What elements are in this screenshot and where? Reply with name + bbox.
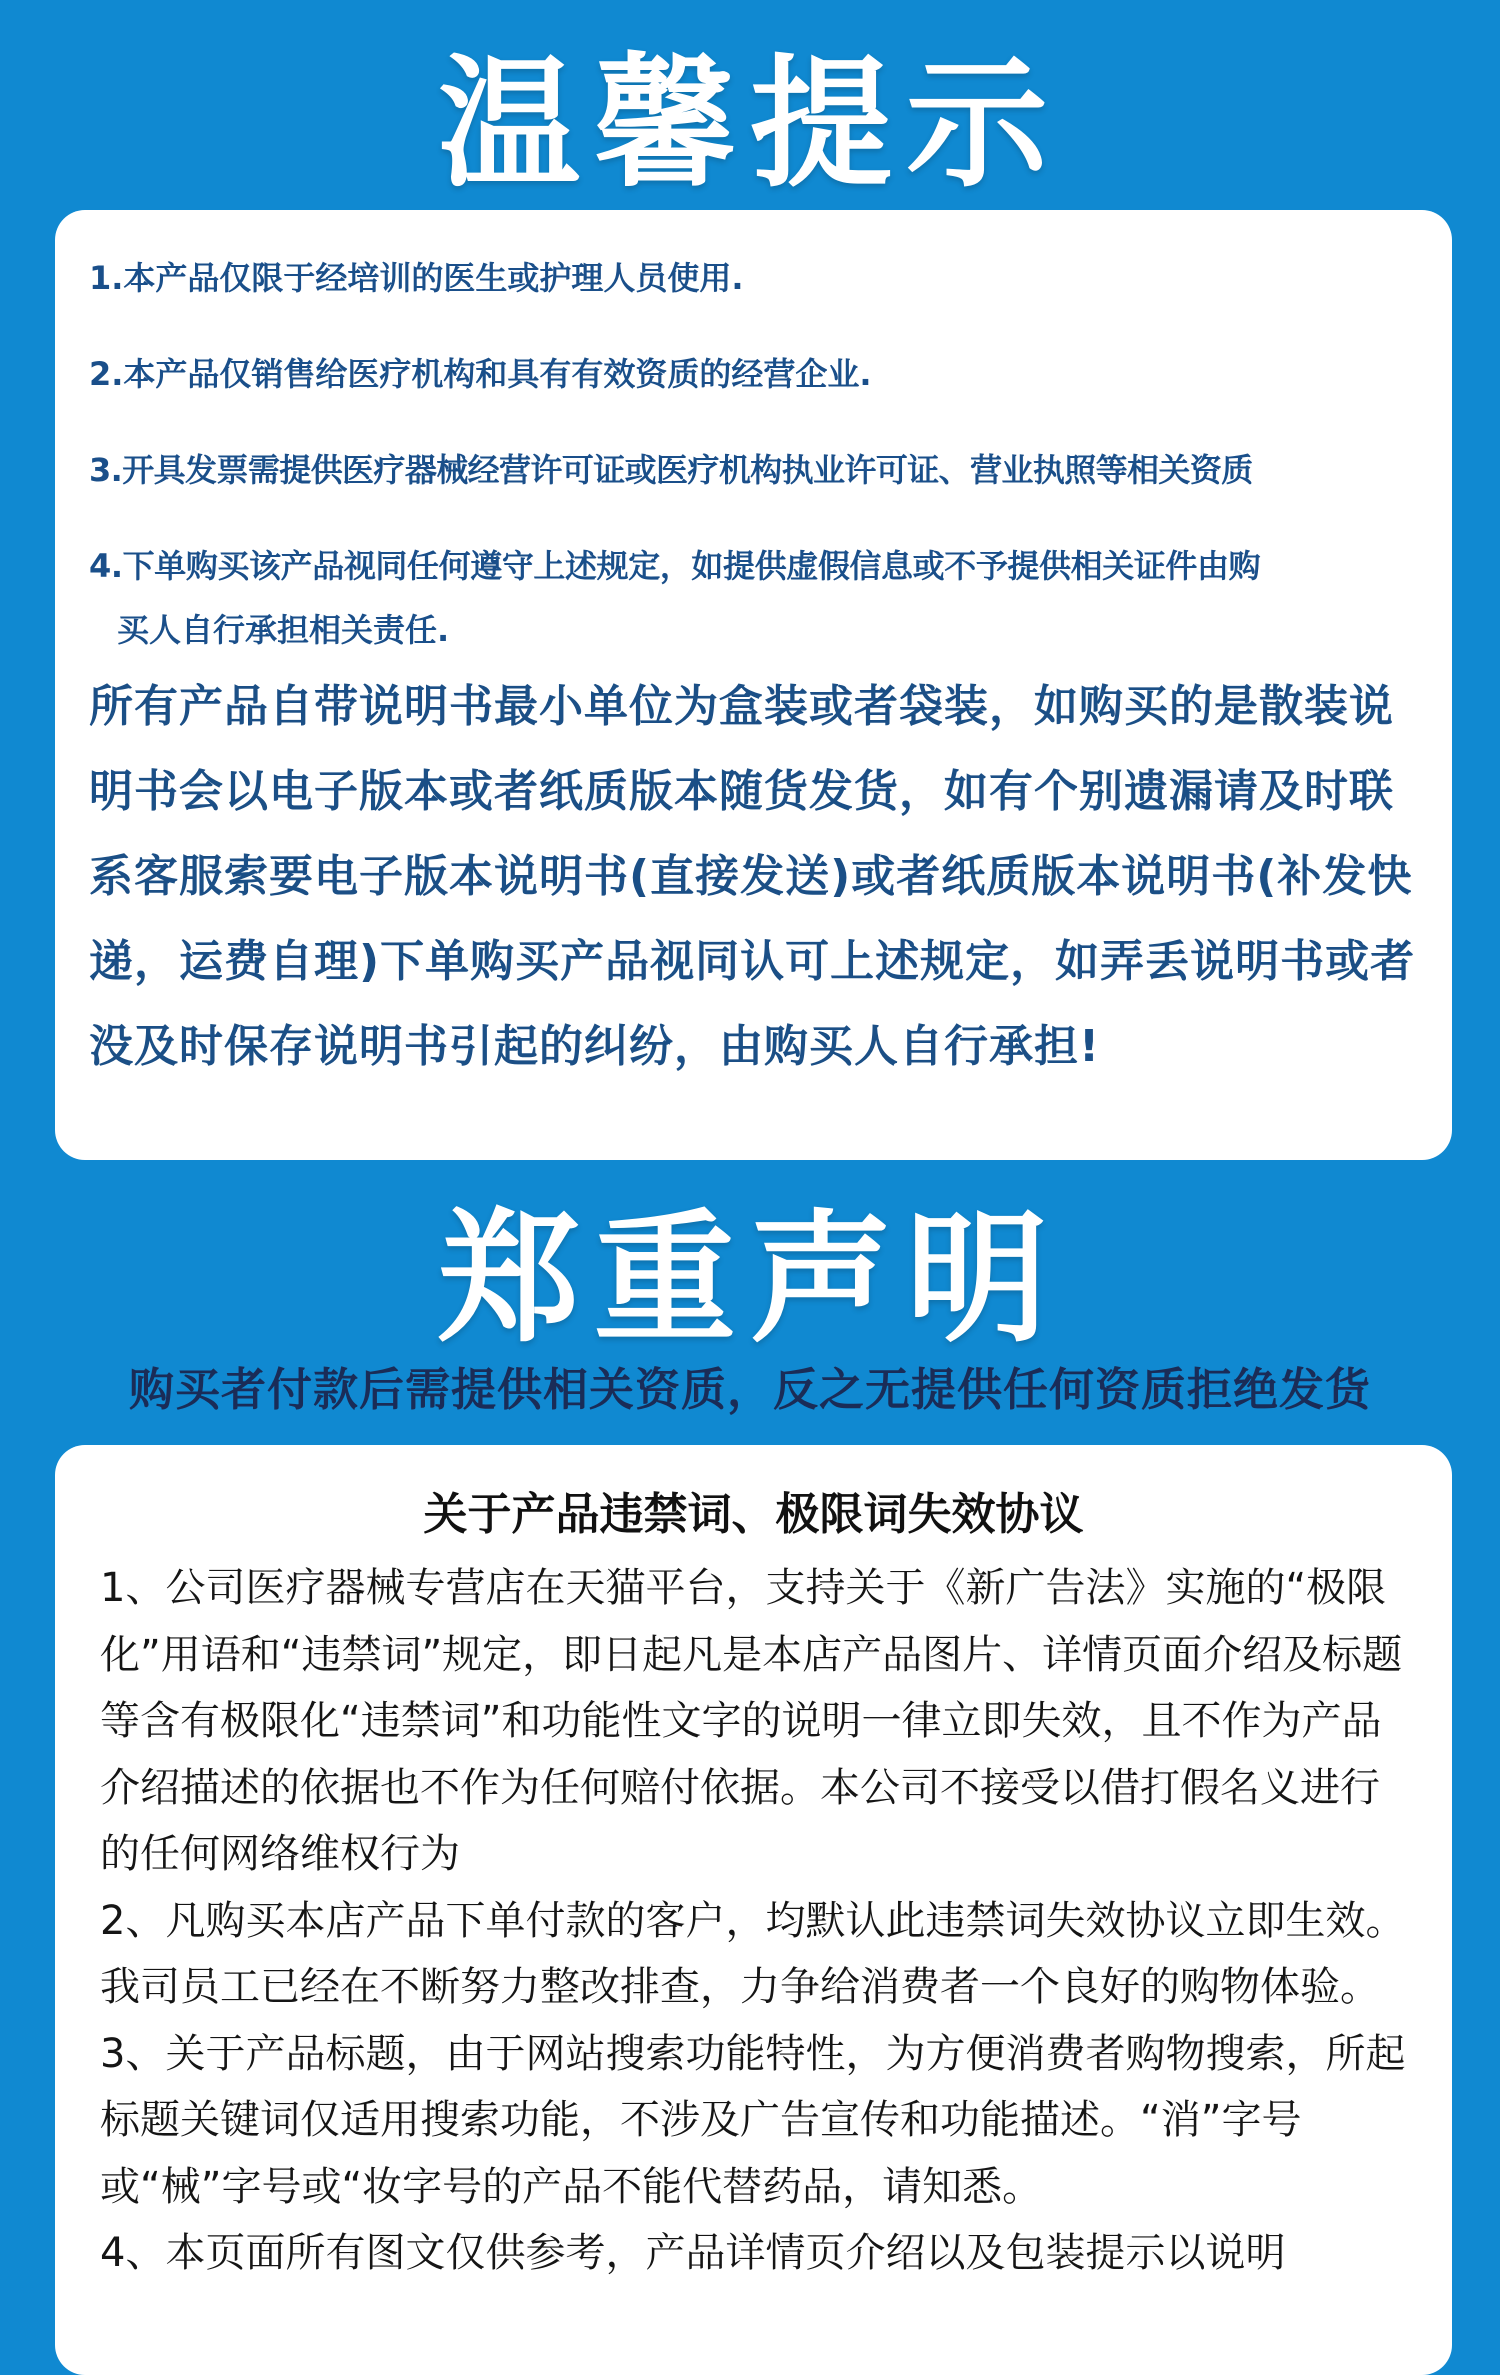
tips-rule-4-continuation: 买人自行承担相关责任. bbox=[117, 611, 450, 649]
tips-rule-3: 3.开具发票需提供医疗器械经营许可证或医疗机构执业许可证、营业执照等相关资质 bbox=[89, 451, 1253, 489]
agreement-card bbox=[55, 1445, 1452, 2375]
agreement-title: 关于产品违禁词、极限词失效协议 bbox=[423, 1489, 1084, 1540]
manual-notice: 所有产品自带说明书最小单位为盒装或者袋装，如购买的是散装说明书会以电子版本或者纸质版本随货发货，如有个别遗漏请及时联系客服索要电子版本说明书(直接发送)或者纸质版本说明书(补发快递，运费自理)下单购买产品视同认可上述规定，如弄丢说明书或者没及时保存说明书引起的纠纷，由购买人自行承担! bbox=[89, 681, 1416, 1072]
agreement-paragraph-2: 2、凡购买本店产品下单付款的客户，均默认此违禁词失效协议立即生效。我司员工已经在不断努力整改排查，力争给消费者一个良好的购物体验。 bbox=[100, 1897, 1406, 2010]
tips-rule-4-text: 4.下单购买该产品视同任何遵守上述规定，如提供虚假信息或不予提供相关证件由购 bbox=[89, 547, 1261, 585]
agreement-paragraph-1: 1、公司医疗器械专营店在天猫平台，支持关于《新广告法》实施的“极限化”用语和“违禁词”规定，即日起凡是本店产品图片、详情页面介绍及标题等含有极限化“违禁词”和功能性文字的说明一律立即失效，且不作为产品介绍描述的依据也不作为任何赔付依据。本公司不接受以借打假名义进行的任何网络维权行为 bbox=[100, 1565, 1403, 1877]
warm-tips-title: 温馨提示 bbox=[438, 42, 1062, 207]
declaration-statement: 购买者付款后需提供相关资质，反之无提供任何资质拒绝发货 bbox=[128, 1363, 1371, 1416]
tips-rule-2: 2.本产品仅销售给医疗机构和具有有效资质的经营企业. bbox=[89, 355, 872, 393]
declaration-title: 郑重声明 bbox=[438, 1197, 1062, 1362]
agreement-paragraph-3: 3、关于产品标题，由于网站搜索功能特性，为方便消费者购物搜索，所起标题关键词仅适用搜索功能，不涉及广告宣传和功能描述。“消”字号或“械”字号或“妆字号的产品不能代替药品，请知悉。 bbox=[100, 2030, 1406, 2210]
tips-rule-4 bbox=[89, 534, 1422, 662]
tips-rule-1: 1.本产品仅限于经培训的医生或护理人员使用. bbox=[89, 259, 744, 297]
tips-card bbox=[55, 210, 1452, 1160]
agreement-paragraph-4: 4、本页面所有图文仅供参考，产品详情页介绍以及包装提示以说明 bbox=[100, 2230, 1286, 2276]
